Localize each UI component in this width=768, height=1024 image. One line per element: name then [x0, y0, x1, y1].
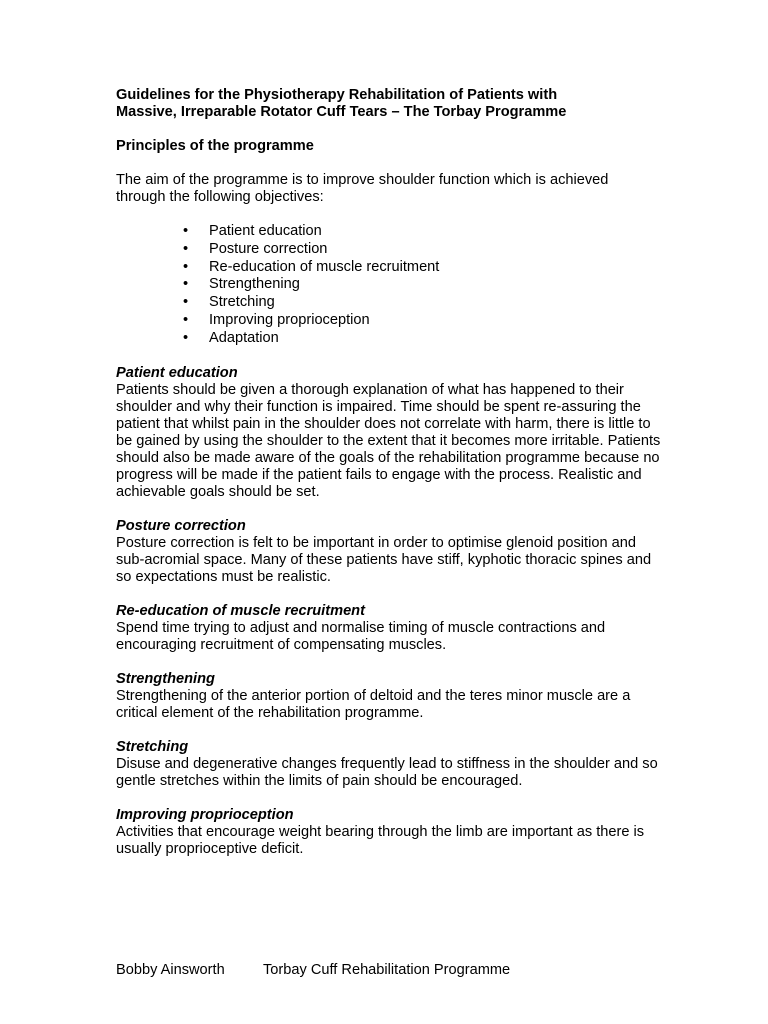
section-strengthening	[116, 671, 661, 722]
bullet-icon: •	[183, 294, 189, 311]
section-patient-education	[116, 365, 661, 501]
list-item	[116, 294, 661, 312]
document-title-line-2: Massive, Irreparable Rotator Cuff Tears – The Torbay Programme	[116, 104, 567, 120]
document-title	[116, 87, 661, 121]
list-item	[116, 330, 661, 348]
section-body: Posture correction is felt to be important in order to optimise glenoid position and sub-acromial space. Many of these patients have stiff, kyphotic thoracic spines and so expectations must be realistic.	[116, 534, 652, 585]
section-heading: Re-education of muscle recruitment	[116, 602, 365, 619]
intro-paragraph: The aim of the programme is to improve shoulder function which is achieved through the following objectives:	[116, 172, 609, 205]
objectives-list	[116, 223, 661, 348]
principles-heading: Principles of the programme	[116, 138, 314, 154]
section-body: Disuse and degenerative changes frequently lead to stiffness in the shoulder and so gentle stretches within the limits of pain should be encouraged.	[116, 755, 658, 789]
section-heading: Patient education	[116, 364, 238, 381]
section-stretching	[116, 739, 661, 790]
bullet-icon: •	[183, 240, 189, 257]
objective-label: Improving proprioception	[209, 311, 370, 328]
objective-label: Adaptation	[209, 329, 279, 346]
list-item	[116, 259, 661, 277]
list-item	[116, 312, 661, 330]
section-body: Activities that encourage weight bearing through the limb are important as there is usually proprioceptive deficit.	[116, 823, 645, 857]
section-posture-correction	[116, 518, 661, 586]
objective-label: Stretching	[209, 294, 275, 311]
footer-author: Bobby Ainsworth	[116, 962, 225, 978]
bullet-icon: •	[183, 223, 189, 239]
section-heading: Stretching	[116, 738, 189, 755]
list-item	[116, 241, 661, 259]
objective-label: Patient education	[209, 223, 322, 239]
section-body: Spend time trying to adjust and normalise timing of muscle contractions and encouraging recruitment of compensating muscles.	[116, 619, 606, 653]
bullet-icon: •	[183, 276, 189, 293]
objective-label: Posture correction	[209, 240, 328, 257]
section-heading: Strengthening	[116, 670, 215, 687]
section-proprioception	[116, 807, 661, 858]
list-item	[116, 223, 661, 241]
page-footer	[116, 962, 676, 979]
bullet-icon: •	[183, 311, 189, 328]
document-page	[116, 87, 661, 858]
footer-programme: Torbay Cuff Rehabilitation Programme	[263, 962, 511, 978]
section-re-education	[116, 603, 661, 654]
section-heading: Improving proprioception	[116, 806, 294, 823]
bullet-icon: •	[183, 258, 189, 275]
section-body: Strengthening of the anterior portion of deltoid and the teres minor muscle are a critical element of the rehabilitation programme.	[116, 687, 631, 721]
section-body: Patients should be given a thorough explanation of what has happened to their shoulder and why their function is impaired. Time should be spent re-assuring the patient that whilst pain in the shoulder does not correlate with harm, there is little to be gained by using the shoulder to the extent that it becomes more irritable. Patients should also be made aware of the goals of the rehabilitation programme because no progress will be made if the patient fails to engage with the process. Realistic and achievable goals should be set.	[116, 381, 661, 500]
section-heading: Posture correction	[116, 517, 246, 534]
document-title-line-1: Guidelines for the Physiotherapy Rehabilitation of Patients with	[116, 87, 558, 103]
list-item	[116, 276, 661, 294]
bullet-icon: •	[183, 329, 189, 346]
objective-label: Strengthening	[209, 276, 300, 293]
objective-label: Re-education of muscle recruitment	[209, 258, 440, 275]
